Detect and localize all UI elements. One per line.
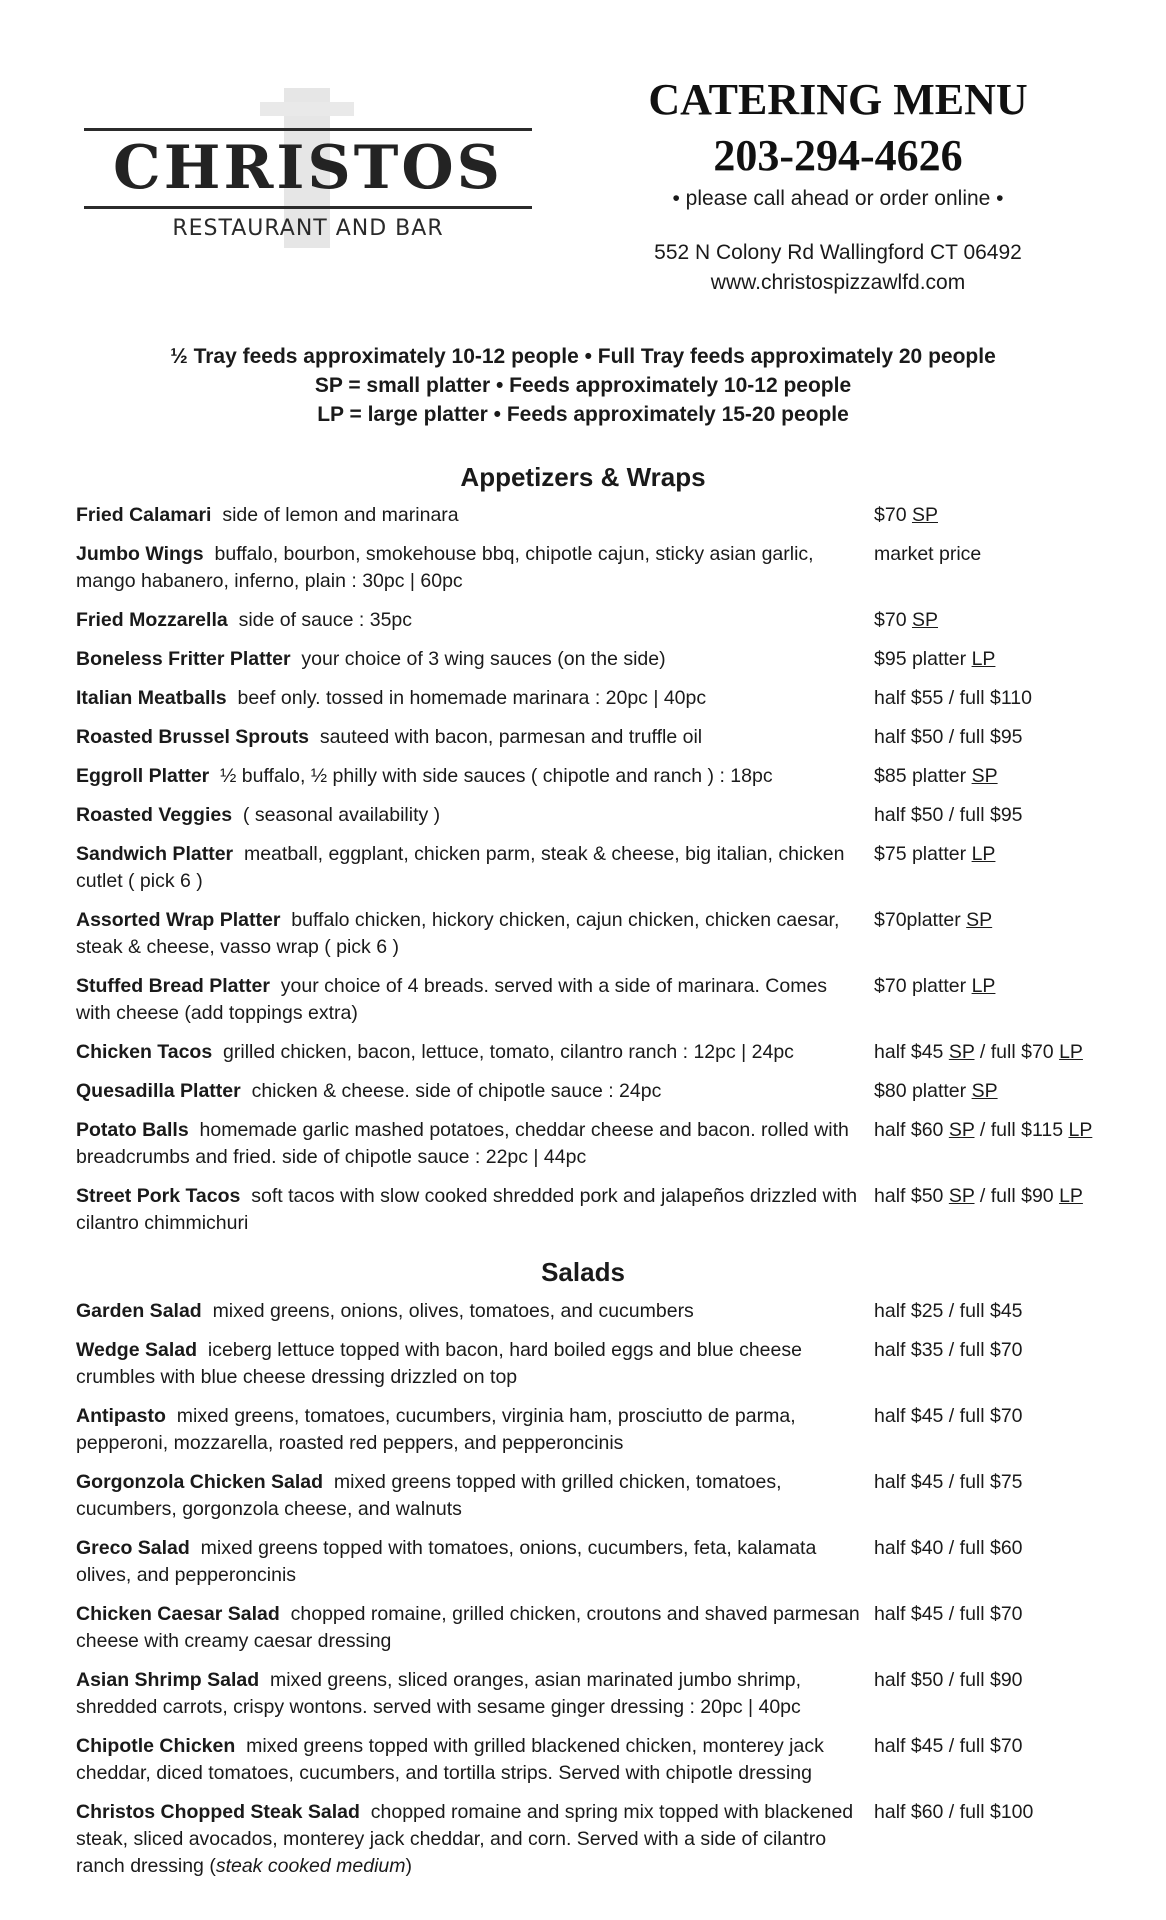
item-description: chicken & cheese. side of chipotle sauce : 24pc [251, 1080, 662, 1102]
website-link[interactable]: www.christospizzawlfd.com [710, 271, 966, 294]
item-name: Assorted Wrap Platter [76, 909, 281, 931]
item-name: Potato Balls [76, 1119, 189, 1141]
section-title-salads: Salads [541, 1257, 625, 1287]
item-description: soft tacos with slow cooked shredded pork and jalapeños drizzled with cilantro chimmichuri [76, 1185, 858, 1234]
item-description: homemade garlic mashed potatoes, cheddar cheese and bacon. rolled with breadcrumbs and fried. side of chipotle sauce : 22pc | 44pc [76, 1119, 849, 1168]
item-price-block [866, 841, 1096, 895]
platter-size-tag: SP [911, 504, 938, 526]
menu-item [76, 1183, 1096, 1237]
item-price: $70platter [874, 909, 961, 931]
platter-size-tag: SP [971, 1080, 998, 1102]
item-price-block [866, 541, 1096, 595]
item-description: mixed greens topped with grilled blackened chicken, monterey jack cheddar, diced tomatoes, cucumbers, and tortilla strips. Served with chipotle dressing [76, 1735, 824, 1784]
item-price-block [866, 724, 1096, 751]
platter-size-tag: LP [1059, 1041, 1083, 1063]
platter-size-tag: SP [948, 1041, 975, 1063]
platter-size-tag: LP [1059, 1185, 1083, 1207]
item-name: Greco Salad [76, 1537, 190, 1559]
item-name: Sandwich Platter [76, 843, 234, 865]
item-price-full: / full $70 [979, 1041, 1054, 1063]
item-description-block [76, 502, 866, 529]
section-title-appetizers: Appetizers & Wraps [460, 462, 706, 492]
item-price-block [866, 1469, 1096, 1523]
serving-sp-line: SP = small platter • Feeds approximately 10-12 people [314, 374, 852, 397]
platter-size-tag: LP [971, 648, 996, 670]
item-description: beef only. tossed in homemade marinara : 20pc | 40pc [237, 687, 707, 709]
item-description: ½ buffalo, ½ philly with side sauces ( chipotle and ranch ) : 18pc [220, 765, 773, 787]
item-price-block [866, 1403, 1096, 1457]
serving-lp-line: LP = large platter • Feeds approximately 15-20 people [317, 403, 849, 426]
item-price-block [866, 1601, 1096, 1655]
menu-item [76, 802, 1096, 829]
menu-item [76, 607, 1096, 634]
item-description-block [76, 973, 866, 1027]
item-name: Quesadilla Platter [76, 1080, 241, 1102]
item-name: Boneless Fritter Platter [76, 648, 291, 670]
item-description-block [76, 763, 866, 790]
item-price: market price [874, 543, 982, 565]
serving-tray-line: ½ Tray feeds approximately 10-12 people • Full Tray feeds approximately 20 people [170, 345, 996, 368]
item-price-block [866, 1337, 1096, 1391]
appetizers-list [76, 502, 1096, 1237]
item-description: chopped romaine, grilled chicken, croutons and shaved parmesan cheese with creamy caesar dressing [76, 1603, 860, 1652]
item-description: mixed greens, onions, olives, tomatoes, and cucumbers [212, 1300, 694, 1322]
platter-size-tag: SP [971, 765, 998, 787]
item-name: Roasted Veggies [76, 804, 233, 826]
item-price: half $45 / full $75 [874, 1471, 1023, 1493]
item-name: Chicken Caesar Salad [76, 1603, 280, 1625]
menu-item [76, 1601, 1096, 1655]
item-name: Asian Shrimp Salad [76, 1669, 260, 1691]
item-price-block [866, 646, 1096, 673]
item-description-note: steak cooked medium [215, 1855, 406, 1877]
item-description: chopped romaine and spring mix topped with blackened steak, sliced avocados, monterey jack cheddar, and corn. Served with a side of cilantro ranch dressing ( [76, 1801, 854, 1877]
item-price: half $25 / full $45 [874, 1300, 1023, 1322]
item-description-block [76, 1535, 866, 1589]
item-price: $70 [874, 609, 907, 631]
item-description-block [76, 841, 866, 895]
item-price-block [866, 763, 1096, 790]
platter-size-tag: SP [948, 1185, 975, 1207]
item-description-block [76, 646, 866, 673]
menu-item [76, 1733, 1096, 1787]
item-description-block [76, 802, 866, 829]
menu-item [76, 763, 1096, 790]
item-price-block [866, 685, 1096, 712]
item-price-block [866, 802, 1096, 829]
menu-item [76, 1337, 1096, 1391]
item-description-block [76, 685, 866, 712]
item-description-block [76, 1403, 866, 1457]
item-name: Chipotle Chicken [76, 1735, 236, 1757]
item-name: Roasted Brussel Sprouts [76, 726, 309, 748]
item-description-block [76, 1799, 866, 1880]
platter-size-tag: SP [966, 909, 993, 931]
item-name: Antipasto [76, 1405, 166, 1427]
item-name: Garden Salad [76, 1300, 202, 1322]
item-description: side of lemon and marinara [222, 504, 459, 526]
item-description: meatball, eggplant, chicken parm, steak & cheese, big italian, chicken cutlet ( pick 6 ) [76, 843, 845, 892]
item-price-block [866, 502, 1096, 529]
menu-header [610, 74, 1066, 298]
item-description: side of sauce : 35pc [238, 609, 413, 631]
item-name: Chicken Tacos [76, 1041, 213, 1063]
item-price: half $45 / full $70 [874, 1405, 1023, 1427]
item-description: buffalo, bourbon, smokehouse bbq, chipotle cajun, sticky asian garlic, mango habanero, inferno, plain : 30pc | 60pc [76, 543, 814, 592]
menu-item [76, 1403, 1096, 1457]
logo-wordmark: CHRISTOS [113, 133, 503, 203]
item-description: iceberg lettuce topped with bacon, hard boiled eggs and blue cheese crumbles with blue cheese dressing drizzled on top [76, 1339, 802, 1388]
item-description: mixed greens topped with grilled chicken, tomatoes, cucumbers, gorgonzola cheese, and walnuts [76, 1471, 782, 1520]
item-price-block [866, 1117, 1096, 1171]
item-price: half $50 [874, 1185, 944, 1207]
menu-item [76, 1298, 1096, 1325]
item-price: half $50 / full $90 [874, 1669, 1023, 1691]
menu-item [76, 502, 1096, 529]
item-price: $75 platter [874, 843, 967, 865]
logo-subtitle: RESTAURANT AND BAR [172, 216, 444, 241]
item-description-block [76, 607, 866, 634]
item-price-block [866, 1298, 1096, 1325]
menu-item [76, 541, 1096, 595]
item-name: Gorgonzola Chicken Salad [76, 1471, 324, 1493]
item-price: half $40 / full $60 [874, 1537, 1023, 1559]
item-name: Italian Meatballs [76, 687, 227, 709]
item-description: grilled chicken, bacon, lettuce, tomato, cilantro ranch : 12pc | 24pc [223, 1041, 794, 1063]
serving-info [0, 342, 1166, 429]
item-price-block [866, 973, 1096, 1027]
menu-item [76, 907, 1096, 961]
item-description: your choice of 4 breads. served with a side of marinara. Comes with cheese (add toppings extra) [76, 975, 828, 1024]
item-name: Fried Calamari [76, 504, 212, 526]
item-name: Christos Chopped Steak Salad [76, 1801, 360, 1823]
item-price-block [866, 1535, 1096, 1589]
menu-item [76, 646, 1096, 673]
item-price: half $60 / full $100 [874, 1801, 1034, 1823]
item-name: Jumbo Wings [76, 543, 204, 565]
salads-list [76, 1298, 1096, 1880]
item-description: buffalo chicken, hickory chicken, cajun chicken, chicken caesar, steak & cheese, vasso wrap ( pick 6 ) [76, 909, 840, 958]
item-price-block [866, 907, 1096, 961]
menu-item [76, 724, 1096, 751]
item-price: half $60 [874, 1119, 944, 1141]
item-price-block [866, 1183, 1096, 1237]
item-name: Wedge Salad [76, 1339, 198, 1361]
menu-item [76, 1667, 1096, 1721]
menu-item [76, 973, 1096, 1027]
item-price-block [866, 1733, 1096, 1787]
item-description-block [76, 541, 866, 595]
item-price-full: / full $115 [979, 1119, 1064, 1141]
item-price-block [866, 1039, 1096, 1066]
item-description: sauteed with bacon, parmesan and truffle oil [319, 726, 703, 748]
item-description-block [76, 1298, 866, 1325]
item-price-block [866, 607, 1096, 634]
menu-title: CATERING MENU [648, 75, 1028, 124]
item-description-end: ) [405, 1855, 413, 1877]
item-description-block [76, 724, 866, 751]
menu-item [76, 1117, 1096, 1171]
menu-item [76, 1799, 1096, 1880]
item-description-block [76, 1078, 866, 1105]
platter-size-tag: SP [911, 609, 938, 631]
item-price-full: / full $90 [979, 1185, 1054, 1207]
item-description-block [76, 1183, 866, 1237]
item-name: Street Pork Tacos [76, 1185, 241, 1207]
item-price: half $35 / full $70 [874, 1339, 1023, 1361]
item-description-block [76, 907, 866, 961]
item-price: half $50 / full $95 [874, 804, 1023, 826]
menu-item [76, 1078, 1096, 1105]
item-name: Fried Mozzarella [76, 609, 228, 631]
item-price: half $45 [874, 1041, 944, 1063]
item-description: your choice of 3 wing sauces (on the side) [301, 648, 666, 670]
menu-item [76, 1469, 1096, 1523]
item-name: Eggroll Platter [76, 765, 210, 787]
item-description: ( seasonal availability ) [242, 804, 441, 826]
menu-item [76, 1039, 1096, 1066]
item-price: $95 platter [874, 648, 967, 670]
platter-size-tag: SP [948, 1119, 975, 1141]
platter-size-tag: LP [971, 843, 996, 865]
item-description-block [76, 1117, 866, 1171]
menu-item [76, 841, 1096, 895]
menu-item [76, 685, 1096, 712]
item-description-block [76, 1469, 866, 1523]
address: 552 N Colony Rd Wallingford CT 06492 [654, 241, 1022, 264]
item-description: mixed greens, sliced oranges, asian marinated jumbo shrimp, shredded carrots, crispy wontons. served with sesame ginger dressing : 20pc | 40pc [76, 1669, 802, 1718]
item-price: $85 platter [874, 765, 967, 787]
item-price-block [866, 1078, 1096, 1105]
item-description-block [76, 1733, 866, 1787]
item-price: half $55 / full $110 [874, 687, 1032, 709]
item-description-block [76, 1601, 866, 1655]
item-price: half $45 / full $70 [874, 1735, 1023, 1757]
item-price: half $45 / full $70 [874, 1603, 1023, 1625]
item-name: Stuffed Bread Platter [76, 975, 270, 997]
item-price: $70 [874, 504, 907, 526]
item-description-block [76, 1337, 866, 1391]
phone-number: 203-294-4626 [713, 131, 963, 180]
item-price: half $50 / full $95 [874, 726, 1023, 748]
item-description: mixed greens, tomatoes, cucumbers, virginia ham, prosciutto de parma, pepperoni, mozzarella, roasted red peppers, and pepperoncinis [76, 1405, 796, 1454]
restaurant-logo [84, 88, 532, 248]
platter-size-tag: LP [1068, 1119, 1093, 1141]
platter-size-tag: LP [971, 975, 996, 997]
item-price-block [866, 1799, 1096, 1880]
item-price-block [866, 1667, 1096, 1721]
item-price: $70 platter [874, 975, 967, 997]
item-description-block [76, 1667, 866, 1721]
item-description-block [76, 1039, 866, 1066]
item-description: mixed greens topped with tomatoes, onions, cucumbers, feta, kalamata olives, and pepperoncinis [76, 1537, 817, 1586]
item-price: $80 platter [874, 1080, 967, 1102]
menu-item [76, 1535, 1096, 1589]
order-note: • please call ahead or order online • [672, 187, 1004, 210]
